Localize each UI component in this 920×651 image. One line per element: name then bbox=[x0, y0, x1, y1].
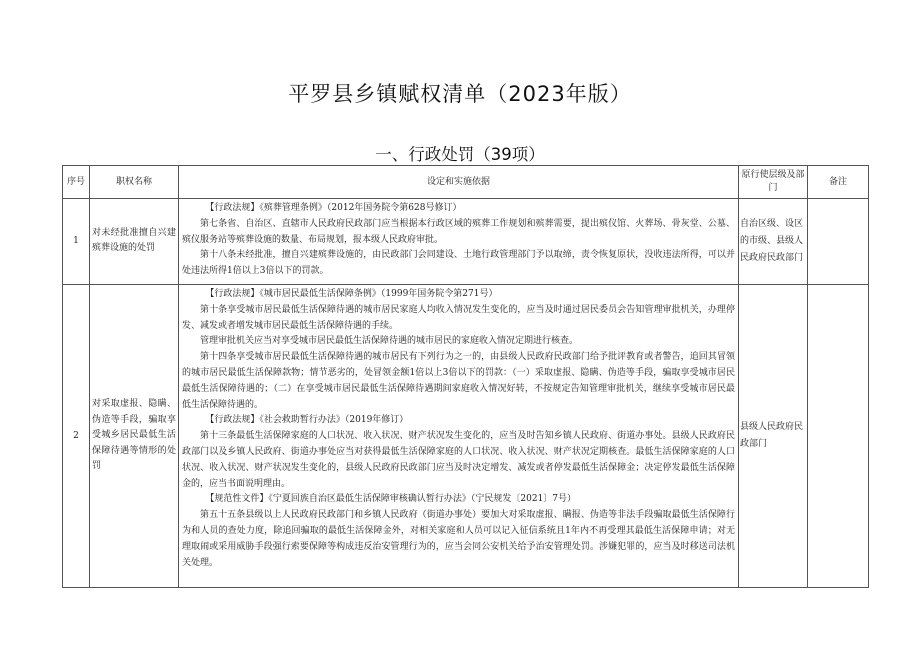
legal-basis bbox=[179, 284, 739, 587]
document-title: 平罗县乡镇赋权清单（2023年版） bbox=[288, 82, 632, 106]
law-article: 第十三条最低生活保障家庭的人口状况、收入状况、财产状况发生变化的，应当及时告知乡镇人民政府、街道办事处。县级人民政府民政部门以及乡镇人民政府、街道办事处应当对获得最低生活保障家庭的人口状况、收入状况、财产状况定期核查。最低生活保障家庭的人口状况、收入状况、财产状况发生变化的，县级人民政府民政部门应当及时决定增发、减发或者停发最低生活保障金；决定停发最低生活保障金的，应当书面说明理由。 bbox=[182, 431, 735, 489]
law-article: 第十八条未经批准，擅自兴建殡葬设施的，由民政部门会同建设、土地行政管理部门予以取缔，责令恢复原状，没收违法所得，可以并处违法所得1倍以上3倍以下的罚款。 bbox=[182, 250, 735, 277]
power-name: 对未经批准擅自兴建殡葬设施的处罚 bbox=[90, 199, 179, 285]
law-citation: 【规范性文件】《宁夏回族自治区最低生活保障审核确认暂行办法》（宁民规发〔2021〕7号） bbox=[205, 494, 577, 505]
law-citation: 【行政法规】《城市居民最低生活保障条例》（1999年国务院令第271号） bbox=[205, 288, 498, 299]
law-article: 管理审批机关应当对享受城市居民最低生活保障待遇的城市居民的家庭收入情况定期进行核查。 bbox=[200, 336, 579, 347]
original-department: 自治区级、设区的市级、县级人民政府民政部门 bbox=[739, 199, 808, 285]
section-title: 一、行政处罚（39项） bbox=[375, 145, 545, 164]
table-row bbox=[63, 199, 869, 285]
header-note: 备注 bbox=[808, 166, 869, 199]
law-article: 第十四条享受城市居民最低生活保障待遇的城市居民有下列行为之一的，由县级人民政府民政部门给予批评教育或者警告，追回其冒领的城市居民最低生活保障款物；情节恶劣的，处冒领金额1倍以上3倍以下的罚款：（一）采取虚报、隐瞒、伪造等手段，骗取享受城市居民最低生活保障待遇的；（二）在享受城市居民最低生活保障待遇期间家庭收入情况好转，不按规定告知管理审批机关，继续享受城市居民最低生活保障待遇的。 bbox=[182, 352, 735, 410]
law-article: 第七条省、自治区、直辖市人民政府民政部门应当根据本行政区域的殡葬工作规划和殡葬需要，提出殡仪馆、火葬场、骨灰堂、公墓、殡仪服务站等殡葬设施的数量、布局规划，报本级人民政府审批。 bbox=[182, 218, 735, 245]
header-name: 职权名称 bbox=[90, 166, 179, 199]
header-no: 序号 bbox=[63, 166, 90, 199]
remark-cell bbox=[808, 284, 869, 587]
legal-basis bbox=[179, 199, 739, 285]
table-row bbox=[63, 284, 869, 587]
remark-cell bbox=[808, 199, 869, 285]
header-dept: 原行使层级及部门 bbox=[739, 166, 808, 199]
row-number: 1 bbox=[63, 199, 90, 285]
header-basis: 设定和实施依据 bbox=[179, 166, 739, 199]
power-name: 对采取虚报、隐瞒、伪造等手段，骗取享受城乡居民最低生活保障待遇等情形的处罚 bbox=[90, 284, 179, 587]
law-citation: 【行政法规】《社会救助暂行办法》（2019年修订） bbox=[205, 415, 409, 426]
original-department: 县级人民政府民政部门 bbox=[739, 284, 808, 587]
table-header-row bbox=[63, 166, 869, 199]
law-citation: 【行政法规】《殡葬管理条例》（2012年国务院令第628号修订） bbox=[205, 203, 462, 213]
row-number: 2 bbox=[63, 284, 90, 587]
law-article: 第十条享受城市居民最低生活保障待遇的城市居民家庭人均收入情况发生变化的，应当及时通过居民委员会告知管理审批机关，办理停发、减发或者增发城市居民最低生活保障待遇的手续。 bbox=[182, 304, 735, 331]
law-article: 第五十五条县级以上人民政府民政部门和乡镇人民政府（街道办事处）要加大对采取虚报、瞒报、伪造等非法手段骗取最低生活保障行为和人员的查处力度，除追回骗取的最低生活保障金外，对相关家庭和人员可以记入征信系统且1年内不再受理其最低生活保障申请；对无理取闹或采用威胁手段强行索要保障等构成违反治安管理行为的，应当会同公安机关给予治安管理处罚。涉嫌犯罪的，应当及时移送司法机关处理。 bbox=[182, 510, 735, 568]
power-list-table bbox=[62, 165, 869, 588]
